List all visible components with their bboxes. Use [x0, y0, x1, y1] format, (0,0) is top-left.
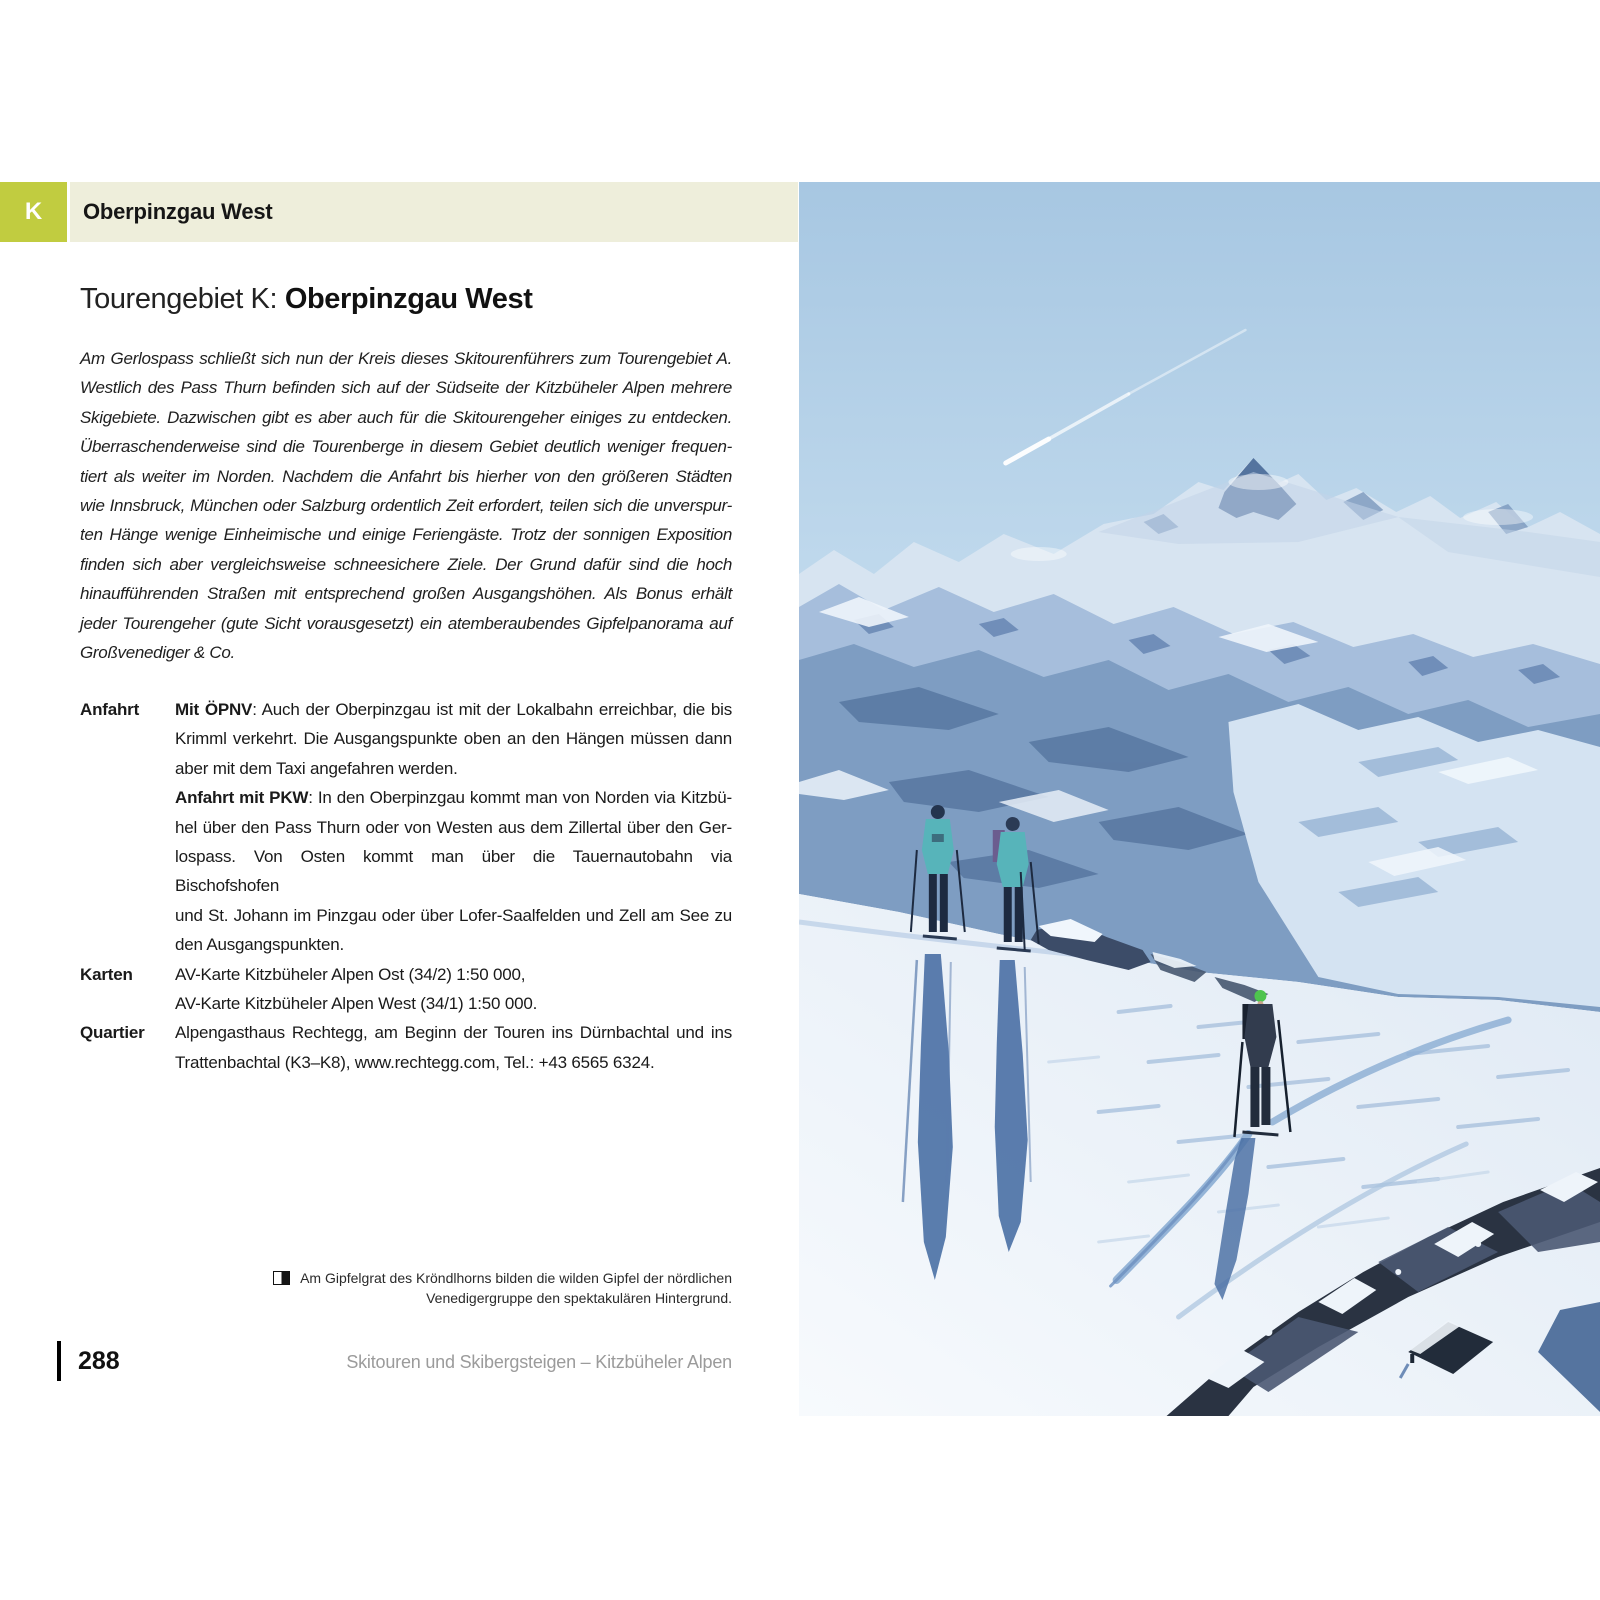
page-title-emphasis: Oberpinzgau West [284, 283, 533, 315]
chapter-letter: K [24, 198, 43, 225]
section-label: Quartier [80, 1023, 145, 1043]
running-footer-title: Skitouren und Skibergsteigen – Kitzbüheler Alpen [346, 1352, 732, 1372]
intro-line: ten Hänge wenige Einheimische und einige Feriengäste. Trotz der sonnigen Exposition [80, 525, 732, 545]
section-content-line: AV-Karte Kitzbüheler Alpen Ost (34/2) 1:50 000, [175, 964, 526, 984]
chapter-header-band [70, 182, 798, 242]
chapter-region-title: Oberpinzgau West [83, 199, 273, 224]
mountain-photo [799, 182, 1600, 1416]
photo-caption-text [300, 1268, 732, 1308]
intro-line: Skigebiete. Dazwischen gibt es aber auch für die Skitourengeher einiges zu entdecken. [80, 407, 732, 427]
section-content-line: und St. Johann im Pinzgau oder über Lofer-Saalfelden und Zell am See zu [175, 905, 732, 925]
info-table [80, 695, 732, 1077]
section-content-line: AV-Karte Kitzbüheler Alpen West (34/1) 1:50 000. [175, 994, 538, 1014]
intro-line: Überraschenderweise sind die Tourenberge in diesem Gebiet deutlich weniger frequen- [80, 437, 732, 457]
section-content [175, 960, 732, 1019]
section-content-line: Trattenbachtal (K3–K8), www.rechtegg.com, Tel.: +43 6565 6324. [175, 1052, 655, 1072]
intro-line: Großvenediger & Co. [80, 643, 235, 663]
intro-line: tiert als weiter im Norden. Nachdem die Anfahrt bis hierher von den größeren Städten [80, 466, 732, 486]
intro-line: hinaufführenden Straßen mit entsprechend großen Ausgangshöhen. Als Bonus erhält [80, 584, 732, 604]
section-content-line: hel über den Pass Thurn oder von Westen aus dem Zillertal über den Ger- [175, 817, 732, 837]
page-number: 288 [78, 1346, 120, 1375]
section-content-line: lospass. Von Osten kommt man über die Tauernautobahn via Bischofshofen [175, 847, 732, 896]
section-content-line: Anfahrt mit PKW: In den Oberpinzgau kommt man von Norden via Kitzbü- [175, 788, 732, 808]
page-title-prefix: Tourengebiet K: [80, 283, 285, 315]
section-content-line: Mit ÖPNV: Auch der Oberpinzgau ist mit der Lokalbahn erreichbar, die bis [175, 700, 732, 719]
section-content-line: aber mit dem Taxi angefahren werden. [175, 758, 458, 778]
section-content-line: Alpengasthaus Rechtegg, am Beginn der Touren ins Dürnbachtal und ins [175, 1023, 732, 1043]
page-title [80, 283, 532, 316]
section-content-line: Krimml verkehrt. Die Ausgangspunkte oben an den Hängen müssen dann [175, 729, 732, 749]
mountain-photo-art [799, 182, 1600, 1416]
caption-line: Am Gipfelgrat des Kröndlhorns bilden die wilden Gipfel der nördlichen [300, 1270, 732, 1286]
intro-line: Westlich des Pass Thurn befinden sich auf der Südseite der Kitzbüheler Alpen mehrere [80, 378, 732, 398]
section-label: Anfahrt [80, 700, 140, 719]
intro-line: finden sich aber vergleichsweise schneesichere Ziele. Der Grund dafür sind die hoch [80, 554, 732, 574]
caption-line: Venedigergruppe den spektakulären Hintergrund. [426, 1290, 732, 1306]
intro-line: wie Innsbruck, München oder Salzburg ordentlich Zeit erfordert, teilen sich die unverspur- [80, 496, 732, 516]
intro-paragraph [80, 344, 732, 667]
photo-caption [80, 1268, 732, 1308]
photo-position-icon [273, 1271, 290, 1285]
section-content-line: den Ausgangspunkten. [175, 935, 344, 955]
section-content [175, 695, 732, 960]
intro-line: jeder Tourengeher (gute Sicht vorausgesetzt) ein atemberaubendes Gipfelpanorama auf [80, 613, 732, 633]
page-number-bar [57, 1341, 61, 1381]
intro-line: Am Gerlospass schließt sich nun der Kreis dieses Skitourenführers zum Tourengebiet A. [80, 349, 732, 368]
chapter-tab [0, 182, 67, 242]
section-label: Karten [80, 964, 133, 984]
section-content [175, 1018, 732, 1077]
chapter-header [0, 182, 798, 242]
